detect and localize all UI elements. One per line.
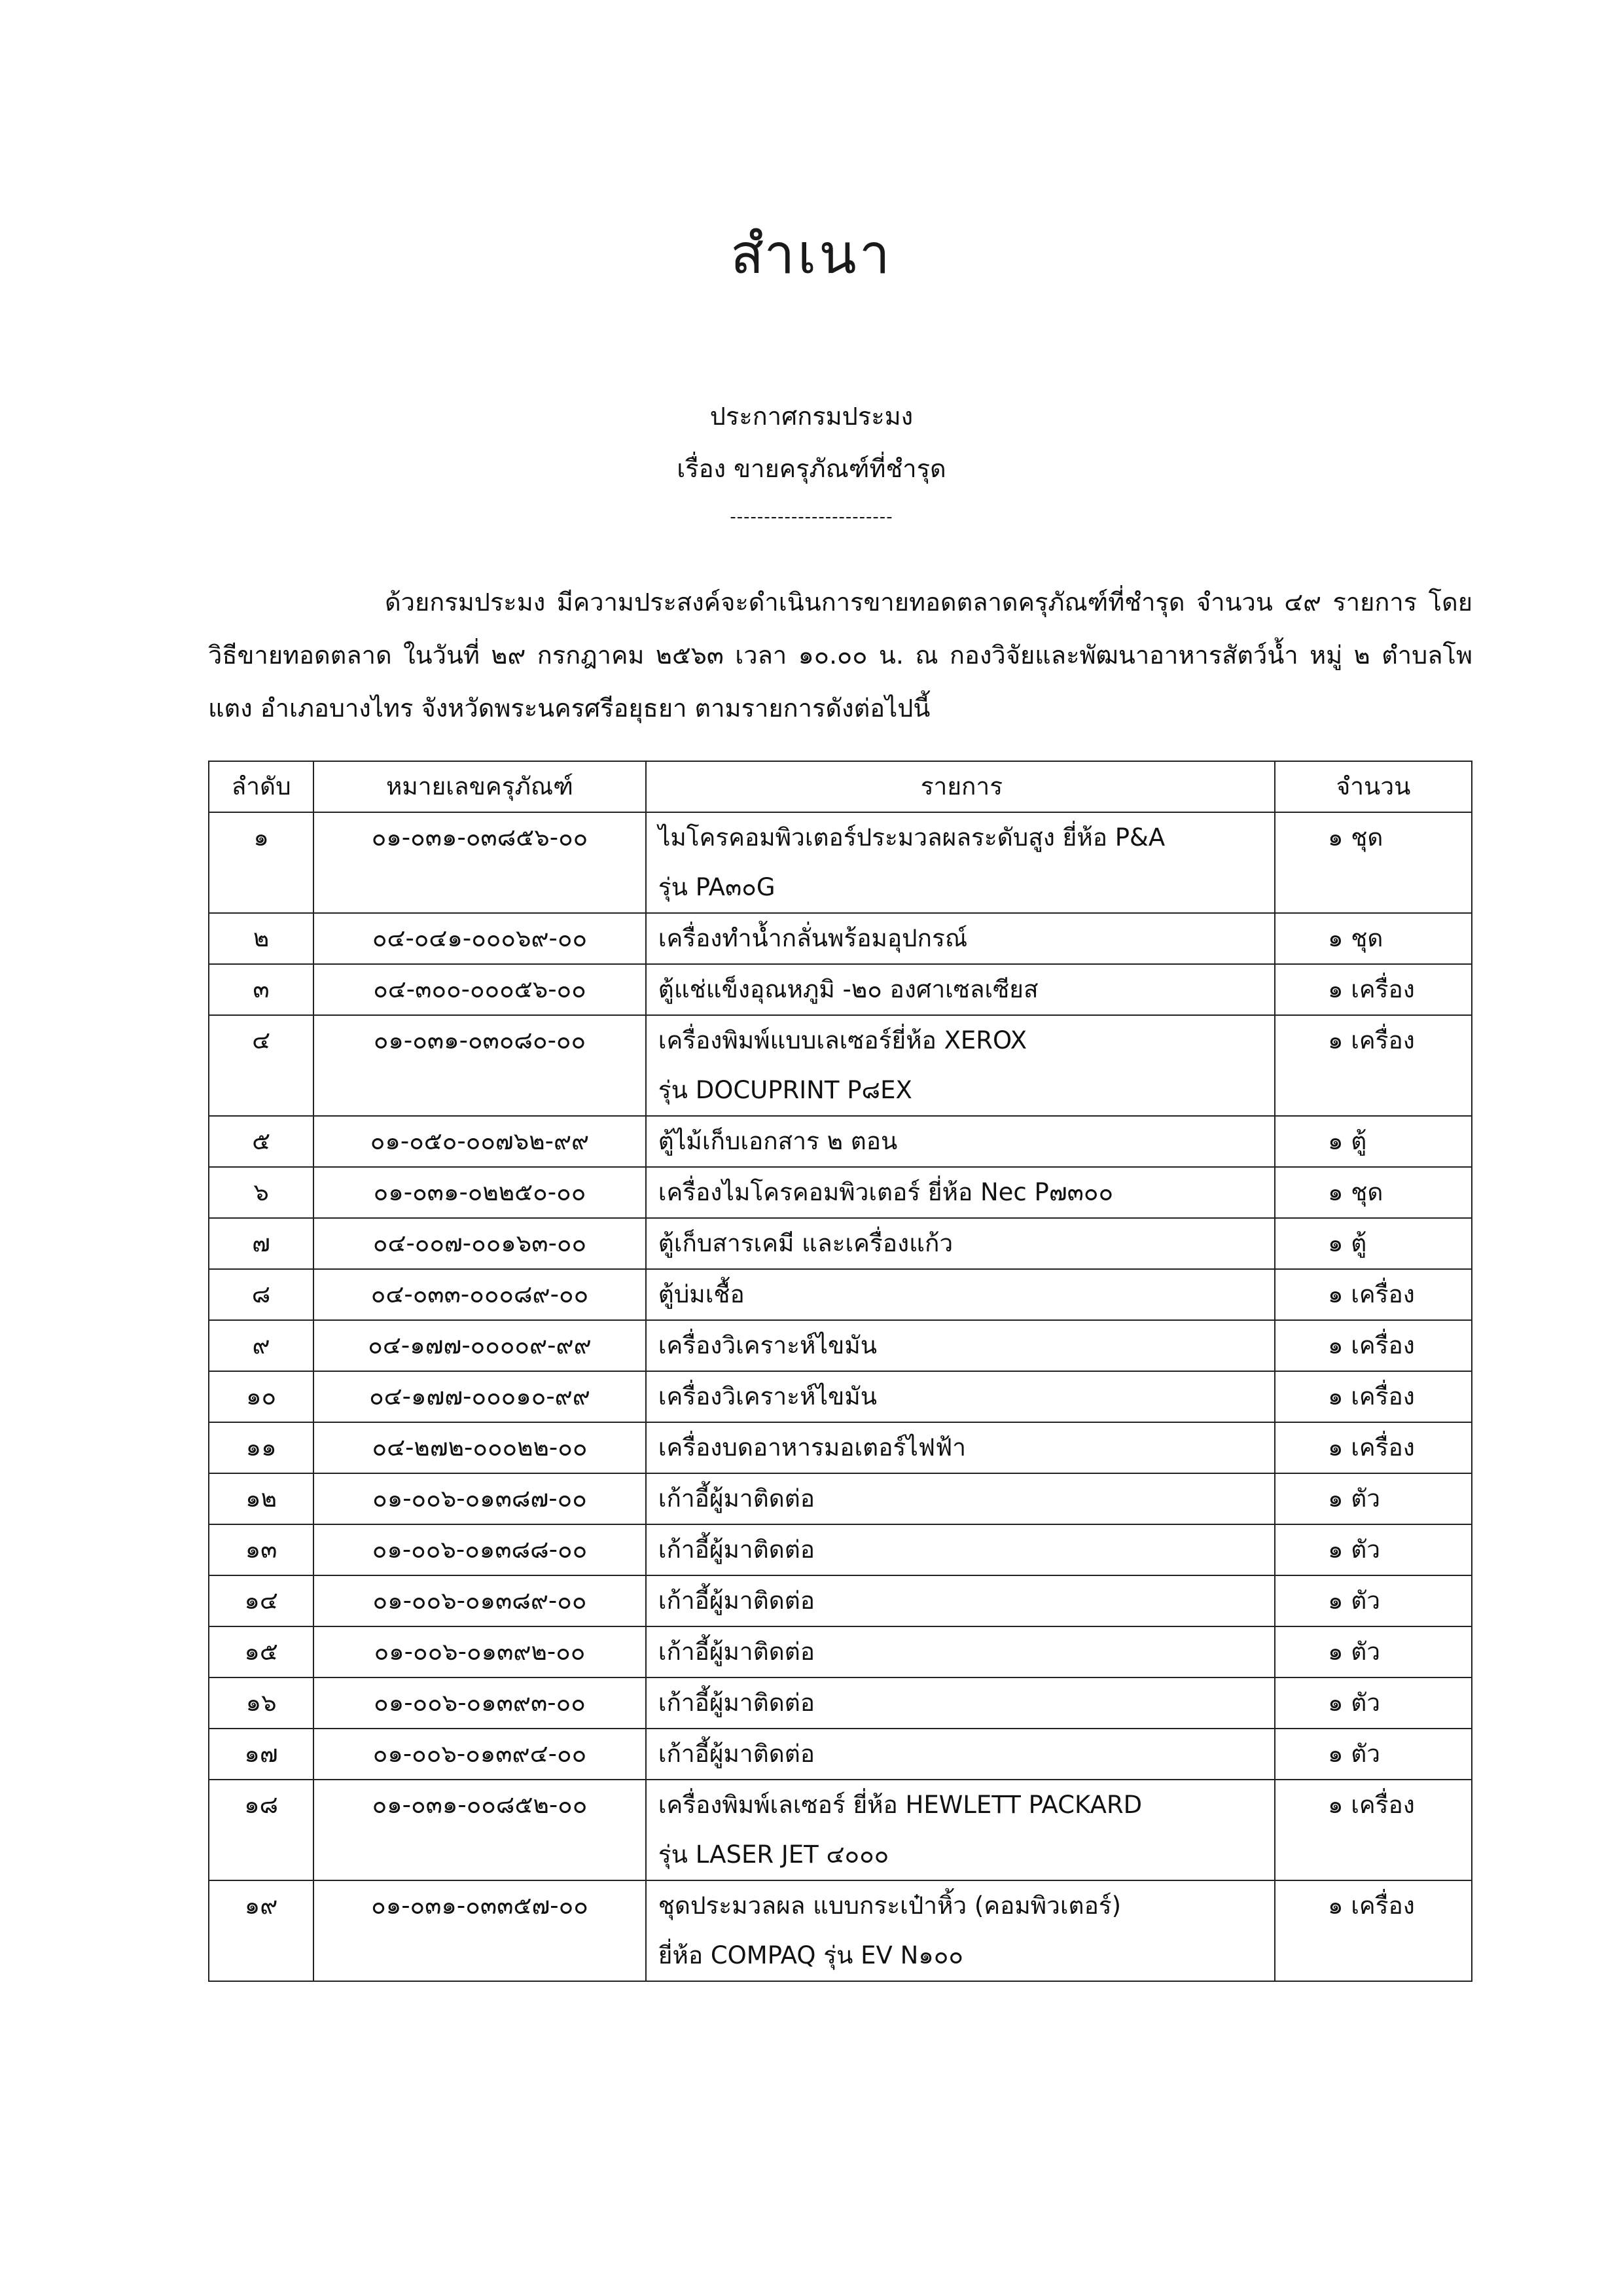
row-number: ๒ <box>209 913 313 964</box>
announcement-subject: เรื่อง ขายครุภัณฑ์ที่ชำรุด <box>677 454 946 483</box>
header-code: หมายเลขครุภัณฑ์ <box>313 761 646 812</box>
item-quantity: ๑ ชุด <box>1275 812 1472 913</box>
row-number: ๑ <box>209 812 313 913</box>
announcement-title: ประกาศกรมประมง <box>709 402 914 431</box>
table-body <box>209 812 1472 1981</box>
item-line: ชุดประมวลผล แบบกระเป๋าหิ้ว (คอมพิวเตอร์) <box>658 1892 1122 1920</box>
item-line: เครื่องไมโครคอมพิวเตอร์ ยี่ห้อ Nec P๗๓๐๐ <box>658 1178 1114 1206</box>
asset-code: ๐๔-๑๗๗-๐๐๐๐๙-๙๙ <box>313 1320 646 1371</box>
table-row <box>209 1473 1472 1524</box>
item-quantity: ๑ เครื่อง <box>1275 1320 1472 1371</box>
row-number: ๑๑ <box>209 1422 313 1473</box>
item-description <box>646 913 1275 964</box>
row-number: ๑๖ <box>209 1677 313 1729</box>
table-row <box>209 1677 1472 1729</box>
row-number: ๑๙ <box>209 1880 313 1981</box>
item-description <box>646 1575 1275 1626</box>
row-number: ๓ <box>209 964 313 1015</box>
item-description <box>646 1167 1275 1218</box>
item-quantity: ๑ เครื่อง <box>1275 1269 1472 1320</box>
row-number: ๘ <box>209 1269 313 1320</box>
item-quantity: ๑ ตู้ <box>1275 1218 1472 1269</box>
table-header-row <box>209 761 1472 812</box>
asset-code: ๐๑-๐๐๖-๐๑๓๙๔-๐๐ <box>313 1729 646 1780</box>
item-quantity: ๑ ชุด <box>1275 1167 1472 1218</box>
asset-code: ๐๔-๐๐๗-๐๐๑๖๓-๐๐ <box>313 1218 646 1269</box>
item-description <box>646 1880 1275 1981</box>
item-quantity: ๑ เครื่อง <box>1275 1371 1472 1422</box>
item-line: ยี่ห้อ COMPAQ รุ่น EV N๑๐๐ <box>658 1941 963 1969</box>
asset-code: ๐๑-๐๓๑-๐๓๓๕๗-๐๐ <box>313 1880 646 1981</box>
item-description <box>646 1371 1275 1422</box>
row-number: ๑๔ <box>209 1575 313 1626</box>
table-row <box>209 913 1472 964</box>
item-description <box>646 1780 1275 1880</box>
table-row <box>209 1626 1472 1677</box>
item-description <box>646 812 1275 913</box>
item-line: เครื่องพิมพ์เลเซอร์ ยี่ห้อ HEWLETT PACKARD <box>658 1791 1143 1819</box>
copy-stamp: สำเนา <box>730 222 893 286</box>
item-line: เครื่องทำน้ำกลั่นพร้อมอุปกรณ์ <box>658 924 968 952</box>
asset-code: ๐๑-๐๓๑-๐๒๒๕๐-๐๐ <box>313 1167 646 1218</box>
item-description <box>646 1626 1275 1677</box>
item-line: เก้าอี้ผู้มาติดต่อ <box>658 1535 815 1564</box>
item-line: เก้าอี้ผู้มาติดต่อ <box>658 1587 815 1615</box>
row-number: ๑๗ <box>209 1729 313 1780</box>
item-description <box>646 1422 1275 1473</box>
item-line: รุ่น DOCUPRINT P๘EX <box>658 1076 912 1104</box>
row-number: ๑๓ <box>209 1524 313 1575</box>
item-line: เก้าอี้ผู้มาติดต่อ <box>658 1638 815 1666</box>
item-line: เก้าอี้ผู้มาติดต่อ <box>658 1689 815 1717</box>
row-number: ๗ <box>209 1218 313 1269</box>
table-row <box>209 1371 1472 1422</box>
asset-code: ๐๔-๓๐๐-๐๐๐๕๖-๐๐ <box>313 964 646 1015</box>
item-description <box>646 964 1275 1015</box>
title-divider: ------------------------ <box>730 507 893 527</box>
intro-paragraph <box>208 576 1472 735</box>
asset-code: ๐๑-๐๐๖-๐๑๓๙๓-๐๐ <box>313 1677 646 1729</box>
row-number: ๑๕ <box>209 1626 313 1677</box>
item-line: เก้าอี้ผู้มาติดต่อ <box>658 1484 815 1513</box>
item-description <box>646 1269 1275 1320</box>
row-number: ๑๘ <box>209 1780 313 1880</box>
item-line: เก้าอี้ผู้มาติดต่อ <box>658 1740 815 1768</box>
item-line: รุ่น LASER JET ๔๐๐๐ <box>658 1840 889 1869</box>
item-quantity: ๑ เครื่อง <box>1275 964 1472 1015</box>
item-line: เครื่องวิเคราะห์ไขมัน <box>658 1382 878 1410</box>
asset-code: ๐๑-๐๐๖-๐๑๓๘๗-๐๐ <box>313 1473 646 1524</box>
item-quantity: ๑ เครื่อง <box>1275 1422 1472 1473</box>
item-quantity: ๑ ตัว <box>1275 1575 1472 1626</box>
item-line: เครื่องพิมพ์แบบเลเซอร์ยี่ห้อ XEROX <box>658 1026 1027 1054</box>
asset-table <box>208 761 1472 1982</box>
item-quantity: ๑ เครื่อง <box>1275 1880 1472 1981</box>
asset-code: ๐๑-๐๓๑-๐๓๘๕๖-๐๐ <box>313 812 646 913</box>
table-row <box>209 1880 1472 1981</box>
item-description <box>646 1218 1275 1269</box>
table-row <box>209 1218 1472 1269</box>
header-item: รายการ <box>646 761 1275 812</box>
header-qty: จำนวน <box>1275 761 1472 812</box>
asset-code: ๐๑-๐๓๑-๐๐๘๕๒-๐๐ <box>313 1780 646 1880</box>
item-description <box>646 1729 1275 1780</box>
item-quantity: ๑ เครื่อง <box>1275 1780 1472 1880</box>
table-row <box>209 1575 1472 1626</box>
table-row <box>209 1422 1472 1473</box>
item-description <box>646 1320 1275 1371</box>
asset-code: ๐๔-๒๗๒-๐๐๐๒๒-๐๐ <box>313 1422 646 1473</box>
table-row <box>209 1320 1472 1371</box>
item-line: ตู้เก็บสารเคมี และเครื่องแก้ว <box>658 1229 954 1257</box>
asset-code: ๐๑-๐๐๖-๐๑๓๙๒-๐๐ <box>313 1626 646 1677</box>
asset-code: ๐๔-๑๗๗-๐๐๐๑๐-๙๙ <box>313 1371 646 1422</box>
table-row <box>209 1269 1472 1320</box>
row-number: ๔ <box>209 1015 313 1116</box>
row-number: ๙ <box>209 1320 313 1371</box>
item-line: ตู้แช่แข็งอุณหภูมิ -๒๐ องศาเซลเซียส <box>658 975 1039 1003</box>
item-description <box>646 1015 1275 1116</box>
table-row <box>209 1167 1472 1218</box>
item-line: เครื่องวิเคราะห์ไขมัน <box>658 1331 878 1359</box>
item-line: ตู้ไม้เก็บเอกสาร ๒ ตอน <box>658 1127 898 1155</box>
asset-code: ๐๔-๐๔๑-๐๐๐๖๙-๐๐ <box>313 913 646 964</box>
table-row <box>209 964 1472 1015</box>
asset-code: ๐๑-๐๐๖-๐๑๓๘๙-๐๐ <box>313 1575 646 1626</box>
item-line: ตู้บ่มเชื้อ <box>658 1280 745 1308</box>
table-row <box>209 1524 1472 1575</box>
item-quantity: ๑ เครื่อง <box>1275 1015 1472 1116</box>
table-row <box>209 812 1472 913</box>
item-quantity: ๑ ตัว <box>1275 1729 1472 1780</box>
table-row <box>209 1015 1472 1116</box>
item-quantity: ๑ ตู้ <box>1275 1116 1472 1167</box>
item-quantity: ๑ ตัว <box>1275 1473 1472 1524</box>
item-description <box>646 1473 1275 1524</box>
item-description <box>646 1677 1275 1729</box>
item-description <box>646 1116 1275 1167</box>
header-no: ลำดับ <box>209 761 313 812</box>
table-row <box>209 1116 1472 1167</box>
row-number: ๕ <box>209 1116 313 1167</box>
item-quantity: ๑ ชุด <box>1275 913 1472 964</box>
item-line: ไมโครคอมพิวเตอร์ประมวลผลระดับสูง ยี่ห้อ P&A <box>658 823 1166 852</box>
table-row <box>209 1729 1472 1780</box>
asset-code: ๐๔-๐๓๓-๐๐๐๘๙-๐๐ <box>313 1269 646 1320</box>
asset-code: ๐๑-๐๓๑-๐๓๐๘๐-๐๐ <box>313 1015 646 1116</box>
item-line: รุ่น PA๓๐G <box>658 873 776 901</box>
row-number: ๑๐ <box>209 1371 313 1422</box>
item-quantity: ๑ ตัว <box>1275 1524 1472 1575</box>
item-quantity: ๑ ตัว <box>1275 1677 1472 1729</box>
asset-code: ๐๑-๐๕๐-๐๐๗๖๒-๙๙ <box>313 1116 646 1167</box>
intro-text: ด้วยกรมประมง มีความประสงค์จะดำเนินการขายทอดตลาดครุภัณฑ์ที่ชำรุด จำนวน ๔๙ รายการ โดยวิธีขายทอดตลาด ในวันที่ ๒๙ กรกฎาคม ๒๕๖๓ เวลา ๑๐.๐๐ น. ณ กองวิจัยและพัฒนาอาหารสัตว์น้ำ หมู่ ๒ ตำบลโพแตง อำเภอบางไทร จังหวัดพระนครศรีอยุธยา ตามรายการดังต่อไปนี้ <box>208 588 1472 723</box>
row-number: ๑๒ <box>209 1473 313 1524</box>
table-row <box>209 1780 1472 1880</box>
item-quantity: ๑ ตัว <box>1275 1626 1472 1677</box>
asset-code: ๐๑-๐๐๖-๐๑๓๘๘-๐๐ <box>313 1524 646 1575</box>
row-number: ๖ <box>209 1167 313 1218</box>
item-description <box>646 1524 1275 1575</box>
item-line: เครื่องบดอาหารมอเตอร์ไฟฟ้า <box>658 1433 967 1462</box>
